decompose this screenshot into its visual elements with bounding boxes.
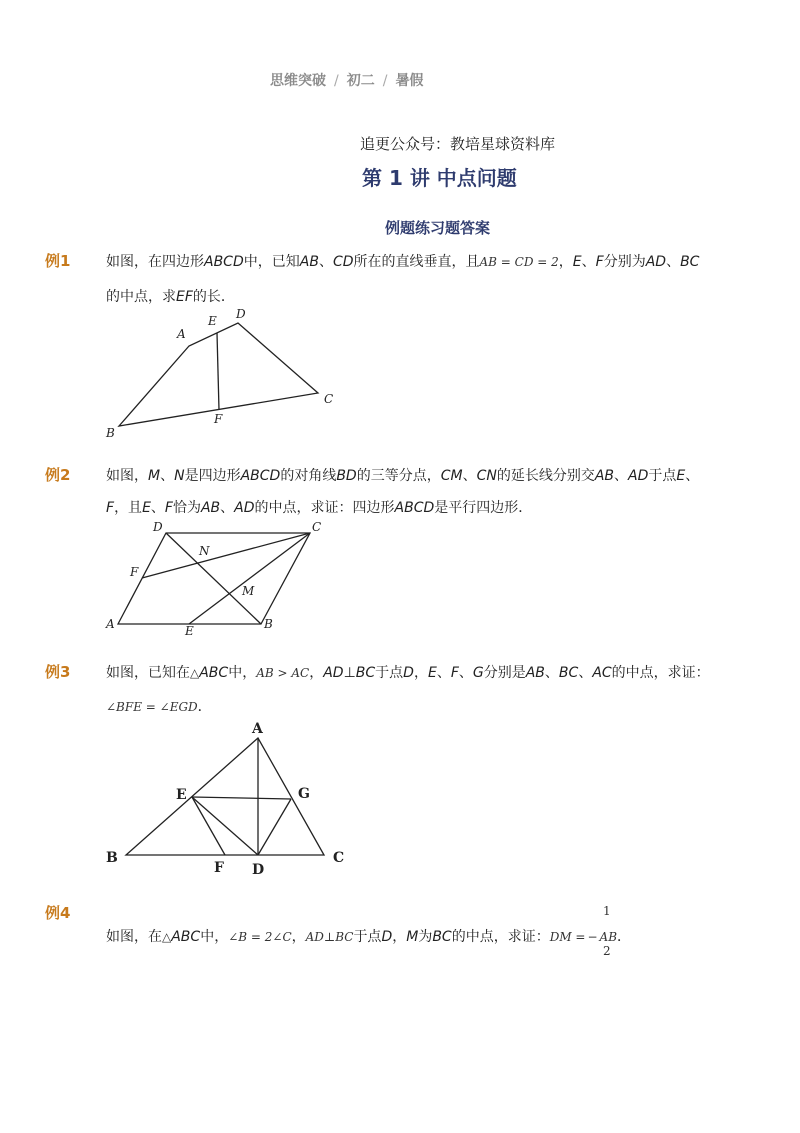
- point-label-e: E: [176, 787, 187, 803]
- triangle-abc: [126, 738, 324, 855]
- breadcrumb-item: 初二: [346, 73, 375, 89]
- example-4-label: 例4: [45, 904, 71, 922]
- point-label-m: M: [242, 584, 255, 598]
- segment-ef: [192, 797, 225, 855]
- segment-ed: [192, 797, 258, 855]
- point-label-b: B: [264, 617, 273, 631]
- example-2-line-2: F，且E、F恰为AB、AD的中点，求证：四边形ABCD是平行四边形．: [106, 500, 533, 516]
- example-3-line-2: ∠BFE = ∠EGD．: [106, 699, 212, 715]
- example-1-line-2: 的中点，求EF的长．: [106, 289, 235, 305]
- breadcrumb-item: 暑假: [395, 73, 424, 89]
- point-label-d: D: [252, 862, 265, 878]
- example-2-label: 例2: [45, 466, 71, 484]
- point-label-c: C: [333, 850, 345, 866]
- point-label-n: N: [199, 544, 210, 558]
- example-3-line-1: 如图，已知在△ABC中，AB > AC，AD⊥BC于点D，E、F、G分别是AB、BC、AC的中点，求证：: [106, 665, 710, 681]
- point-label-a: A: [252, 721, 263, 737]
- point-label-e: E: [185, 624, 194, 638]
- point-label-g: G: [298, 786, 310, 802]
- wechat-notice: 追更公众号：教培星球资料库: [360, 135, 556, 153]
- breadcrumb-separator: /: [334, 73, 339, 89]
- example-4-line-1: 如图，在△ABC中，∠B = 2∠C，AD⊥BC于点D，M为BC的中点，求证：DM = − AB．: [106, 929, 632, 945]
- point-label-f: F: [214, 860, 224, 876]
- example-1-line-1: 如图，在四边形ABCD中，已知AB、CD所在的直线垂直，且AB = CD = 2，E、F分别为AD、BC: [106, 254, 700, 270]
- point-label-d: D: [153, 520, 163, 534]
- breadcrumb-item: 思维突破: [270, 73, 326, 89]
- point-label-d: D: [236, 307, 246, 321]
- point-label-b: B: [106, 426, 115, 440]
- diagonal-bd: [166, 533, 261, 624]
- segment-eg: [192, 797, 291, 799]
- section-title: 例题练习题答案: [385, 219, 491, 237]
- point-label-b: B: [106, 850, 118, 866]
- point-label-a: A: [177, 327, 186, 341]
- point-label-f: F: [214, 412, 223, 426]
- segment-ef: [217, 333, 219, 410]
- point-label-a: A: [106, 617, 115, 631]
- fraction-numerator: 1: [603, 904, 611, 918]
- point-label-c: C: [324, 392, 334, 406]
- lecture-title: 第 1 讲 中点问题: [362, 166, 517, 190]
- example-1-label: 例1: [45, 252, 71, 270]
- point-label-f: F: [130, 565, 139, 579]
- example-2-line-1: 如图，M、N是四边形ABCD的对角线BD的三等分点，CM、CN的延长线分别交AB、AD于点E、: [106, 468, 700, 484]
- line-cf: [142, 533, 310, 578]
- point-label-c: C: [312, 520, 322, 534]
- segment-gd: [258, 799, 291, 855]
- fraction-denominator: 2: [603, 944, 611, 958]
- breadcrumb-separator: /: [382, 73, 388, 89]
- example-3-label: 例3: [45, 663, 71, 681]
- point-label-e: E: [208, 314, 217, 328]
